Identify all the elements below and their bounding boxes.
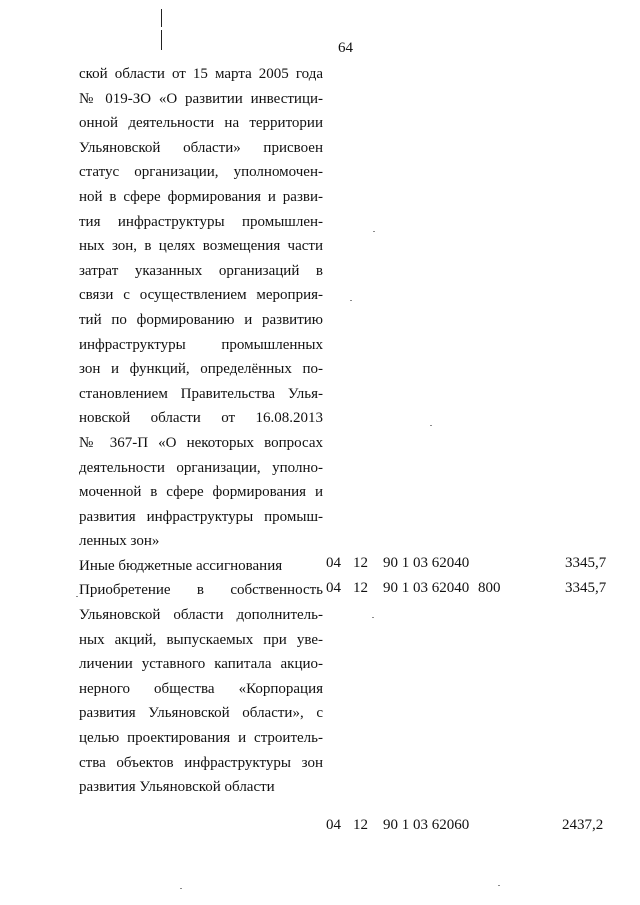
text-line: связи с осуществлением мероприя- xyxy=(79,287,323,304)
row-3-amount: 2437,2 xyxy=(562,817,604,833)
text-line: развития инфраструктуры промыш- xyxy=(79,508,323,525)
text-line: деятельности организации, уполно- xyxy=(79,459,323,476)
text-line: онной деятельности на территории xyxy=(79,115,323,132)
page-number: 64 xyxy=(338,40,353,56)
scan-speck xyxy=(76,596,78,597)
text-line: Ульяновской области» присвоен xyxy=(79,139,323,156)
text-line: ленных зон» xyxy=(79,533,160,550)
text-line: затрат указанных организаций в xyxy=(79,262,323,279)
scan-speck xyxy=(180,888,182,889)
margin-mark xyxy=(161,30,162,50)
text-line: развития Ульяновской области xyxy=(79,779,275,796)
text-line: ства объектов инфраструктуры зон xyxy=(79,754,323,771)
margin-mark xyxy=(161,9,162,27)
row-1-amount: 3345,7 xyxy=(565,555,607,571)
row-2-target-code: 90 1 03 62040 xyxy=(383,580,470,596)
text-line: ской области от 15 марта 2005 года xyxy=(79,66,323,82)
text-line: ных зон, в целях возмещения части xyxy=(79,238,323,255)
scan-speck xyxy=(430,425,432,426)
text-line: нерного общества «Корпорация xyxy=(79,680,323,697)
text-line: развития Ульяновской области», с xyxy=(79,705,323,722)
row-1-section: 04 xyxy=(326,555,341,571)
row-3-subsection: 12 xyxy=(353,817,368,833)
text-line: ной в сфере формирования и разви- xyxy=(79,188,323,205)
scan-speck xyxy=(350,300,352,301)
scan-speck xyxy=(373,231,375,232)
row-2-expense-type: 800 xyxy=(478,580,501,596)
text-line: статус организации, уполномочен- xyxy=(79,164,323,181)
text-line: № 367-П «О некоторых вопросах xyxy=(79,434,323,451)
row-1-subsection: 12 xyxy=(353,555,368,571)
row-2-section: 04 xyxy=(326,580,341,596)
text-line: моченной в сфере формирования и xyxy=(79,484,323,501)
text-line: личении уставного капитала акцио- xyxy=(79,656,323,673)
text-line: № 019-ЗО «О развитии инвестици- xyxy=(79,90,323,107)
text-line: новской области от 16.08.2013 xyxy=(79,410,323,427)
text-line: тия инфраструктуры промышлен- xyxy=(79,213,323,230)
row-2-subsection: 12 xyxy=(353,580,368,596)
row-2-amount: 3345,7 xyxy=(565,580,607,596)
scan-speck xyxy=(498,885,500,886)
text-line: ных акций, выпускаемых при уве- xyxy=(79,631,323,648)
text-line: Приобретение в собственность xyxy=(79,582,323,599)
text-line: Иные бюджетные ассигнования xyxy=(79,557,283,574)
text-line: тий по формированию и развитию xyxy=(79,311,323,328)
row-3-section: 04 xyxy=(326,817,341,833)
text-line: зон и функций, определённых по- xyxy=(79,361,323,378)
text-line: становлением Правительства Улья- xyxy=(79,385,323,402)
text-line: Ульяновской области дополнитель- xyxy=(79,607,323,624)
scan-speck xyxy=(372,617,374,618)
row-1-target-code: 90 1 03 62040 xyxy=(383,555,470,571)
text-line: целью проектирования и строитель- xyxy=(79,730,323,747)
row-3-target-code: 90 1 03 62060 xyxy=(383,817,470,833)
text-line: инфраструктуры промышленных xyxy=(79,336,323,353)
description-column xyxy=(79,62,323,800)
